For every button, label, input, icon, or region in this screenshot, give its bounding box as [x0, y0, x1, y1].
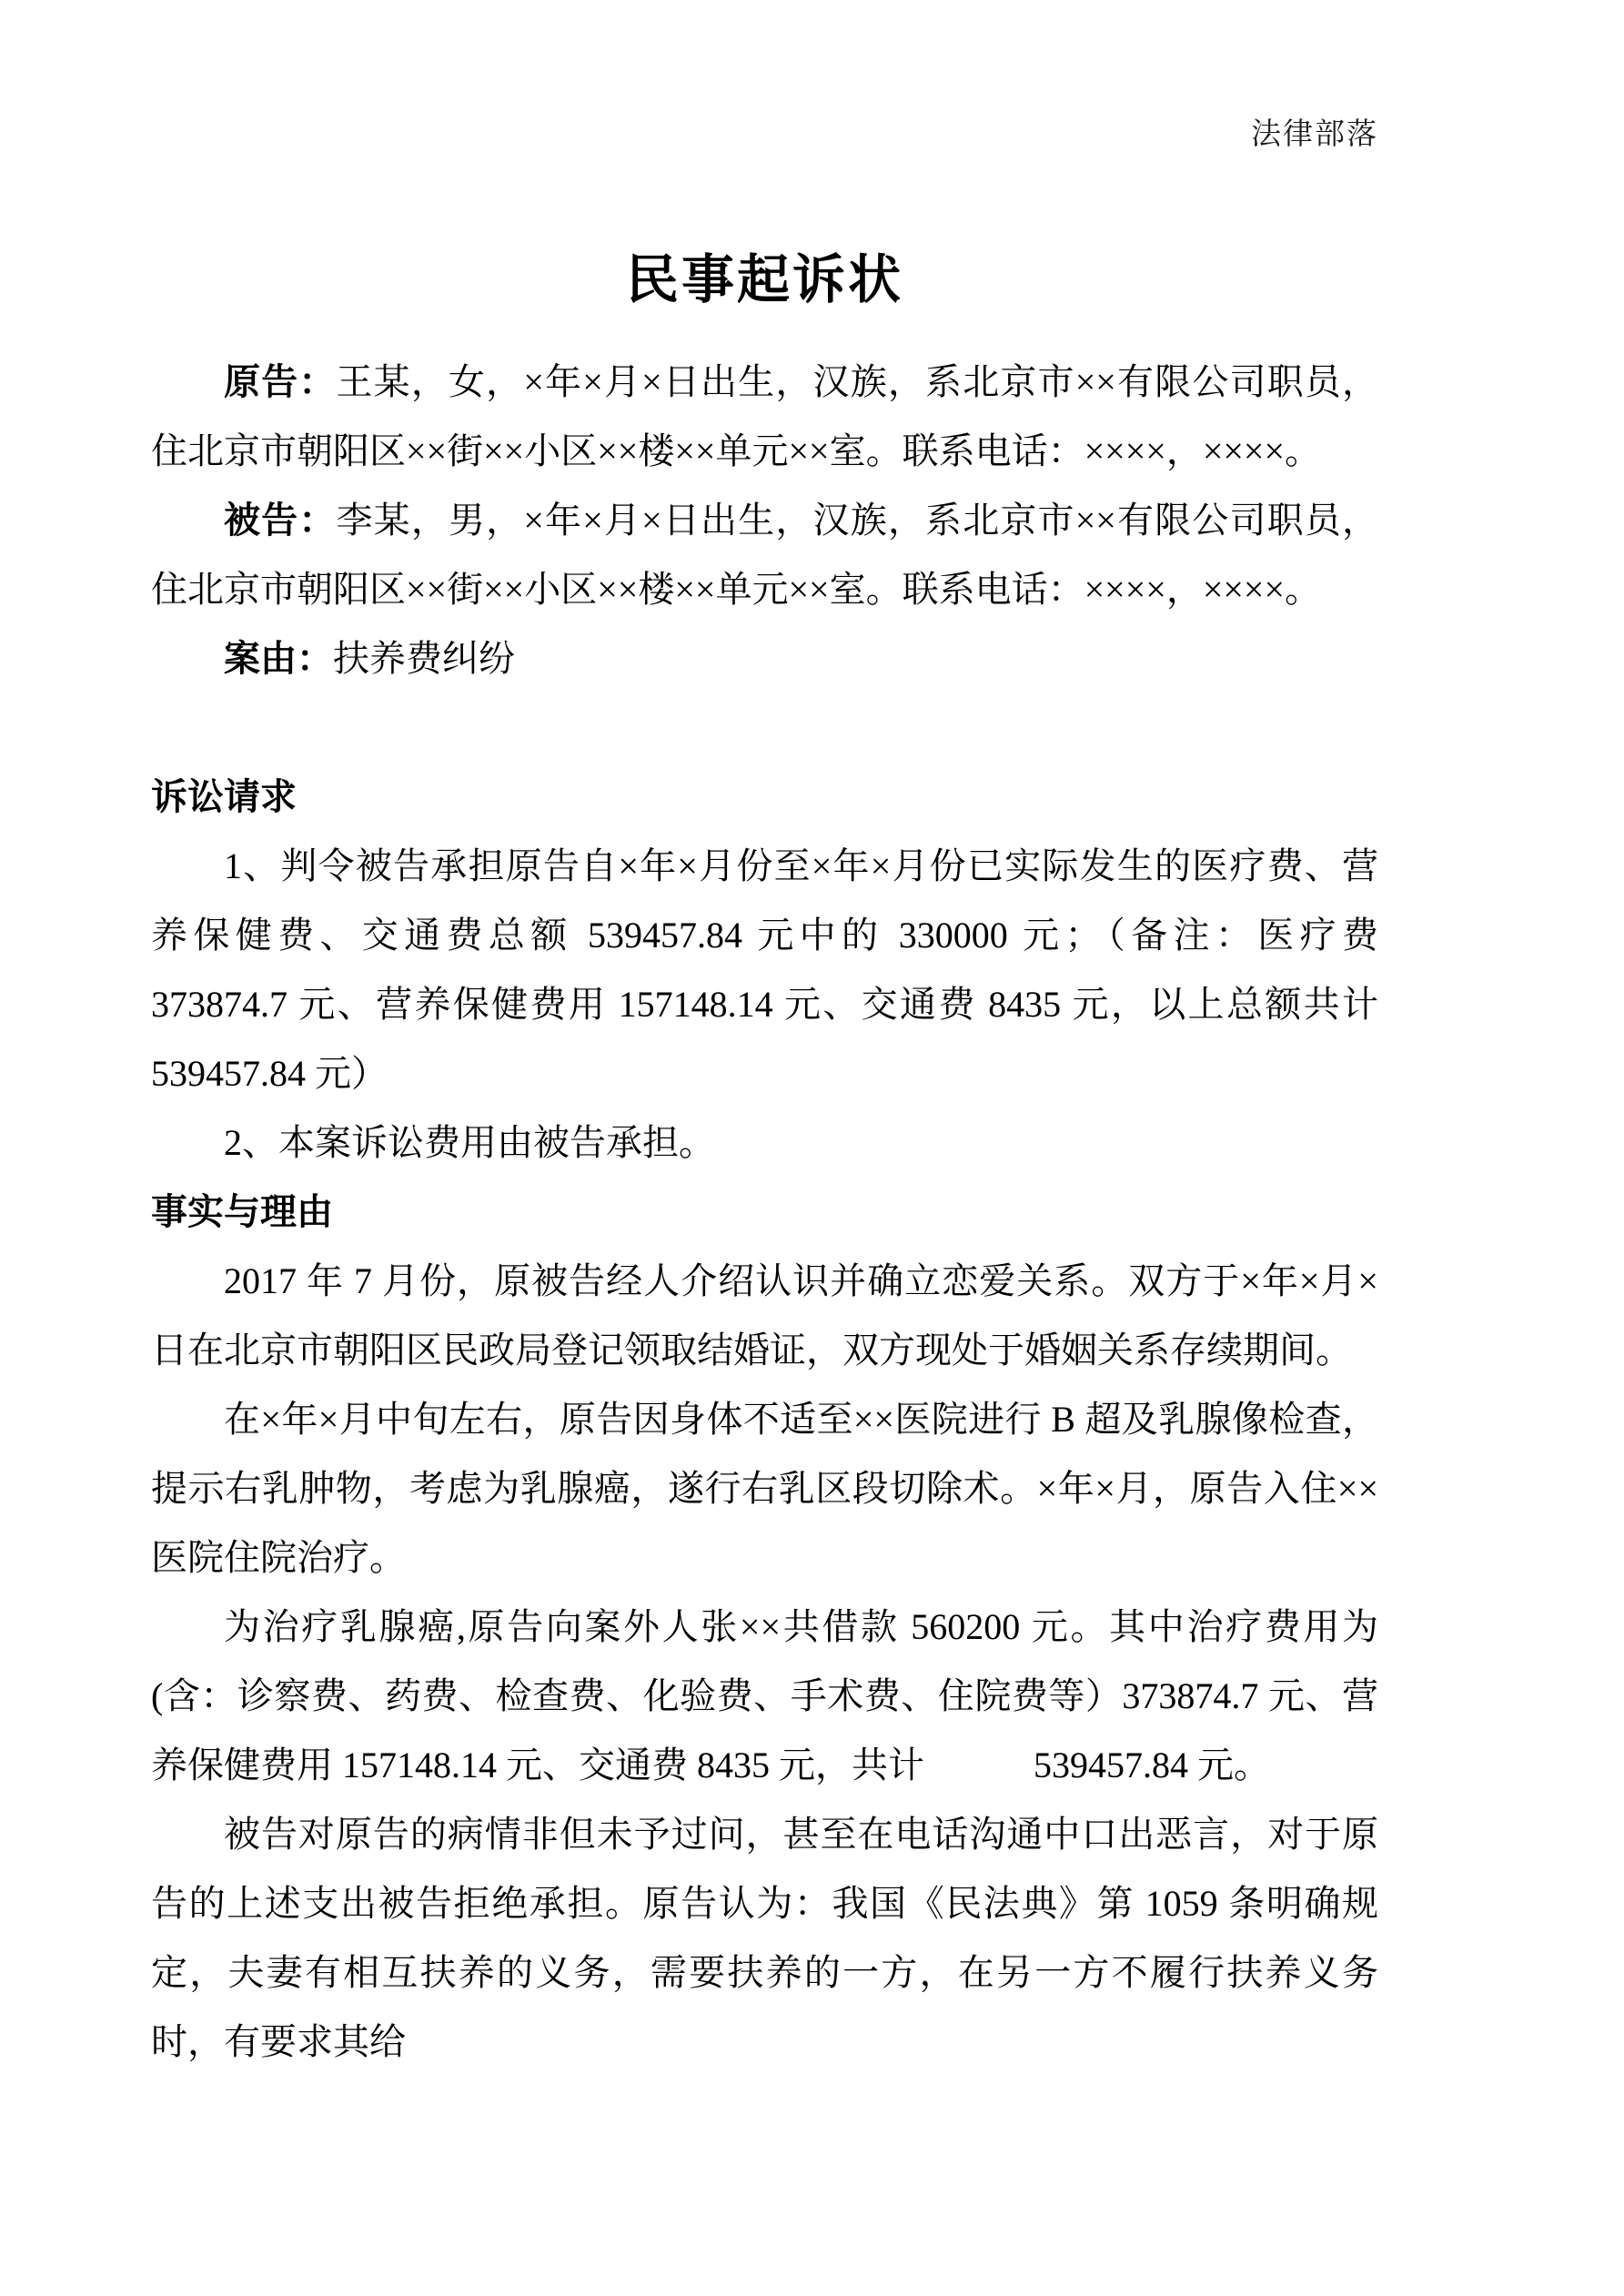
fact-paragraph-2: 在×年×月中旬左右，原告因身体不适至××医院进行 B 超及乳腺像检查，提示右乳肿物，考虑为乳腺癌，遂行右乳区段切除术。×年×月，原告入住××医院住院治疗。	[151, 1399, 1378, 1578]
facts-section-heading: 事实与理由	[151, 1191, 333, 1232]
claims-section-heading: 诉讼请求	[151, 776, 297, 817]
fact-paragraph-3: 为治疗乳腺癌,原告向案外人张××共借款 560200 元。其中治疗费用为(含：诊察费、药费、检查费、化验费、手术费、住院费等）373874.7 元、营养保健费用 157148.14 元、交通费 8435 元，共计 539457.84 元。	[151, 1606, 1378, 1785]
plaintiff-label: 原告：	[224, 361, 337, 402]
document-title: 民事起诉状	[625, 250, 903, 309]
cause-of-action-text: 扶养费纠纷	[333, 638, 515, 679]
defendant-paragraph	[151, 486, 1378, 624]
plaintiff-paragraph	[151, 348, 1378, 486]
header-brand-text: 法律部落	[1251, 118, 1378, 151]
defendant-label: 被告：	[224, 500, 337, 541]
cause-of-action-label: 案由：	[224, 638, 333, 679]
fact-paragraph-4: 被告对原告的病情非但未予过问，甚至在电话沟通中口出恶言，对于原告的上述支出被告拒绝承担。原告认为：我国《民法典》第 1059 条明确规定，夫妻有相互扶养的义务，需要扶养的一方，在另一方不履行扶养义务时，有要求其给	[151, 1814, 1378, 2062]
plaintiff-text: 王某，女，×年×月×日出生，汉族，系北京市××有限公司职员，住北京市朝阳区××街××小区××楼××单元××室。联系电话：××××，××××。	[151, 361, 1379, 471]
fact-paragraph-1: 2017 年 7 月份，原被告经人介绍认识并确立恋爱关系。双方于×年×月×日在北京市朝阳区民政局登记领取结婚证，双方现处于婚姻关系存续期间。	[151, 1260, 1378, 1371]
document-body	[151, 348, 1378, 2077]
claim-item-1: 1、判令被告承担原告自×年×月份至×年×月份已实际发生的医疗费、营养保健费、交通费总额 539457.84 元中的 330000 元；（备注：医疗费 373874.7 元、营养保健费用 157148.14 元、交通费 8435 元，以上总额共计 539457.84 元）	[151, 845, 1378, 1094]
cause-of-action-paragraph	[151, 624, 1378, 693]
blank-line	[151, 693, 1378, 763]
claim-item-2: 2、本案诉讼费用由被告承担。	[224, 1122, 715, 1163]
defendant-text: 李某，男，×年×月×日出生，汉族，系北京市××有限公司职员，住北京市朝阳区××街××小区××楼××单元××室。联系电话：××××，××××。	[151, 500, 1379, 610]
